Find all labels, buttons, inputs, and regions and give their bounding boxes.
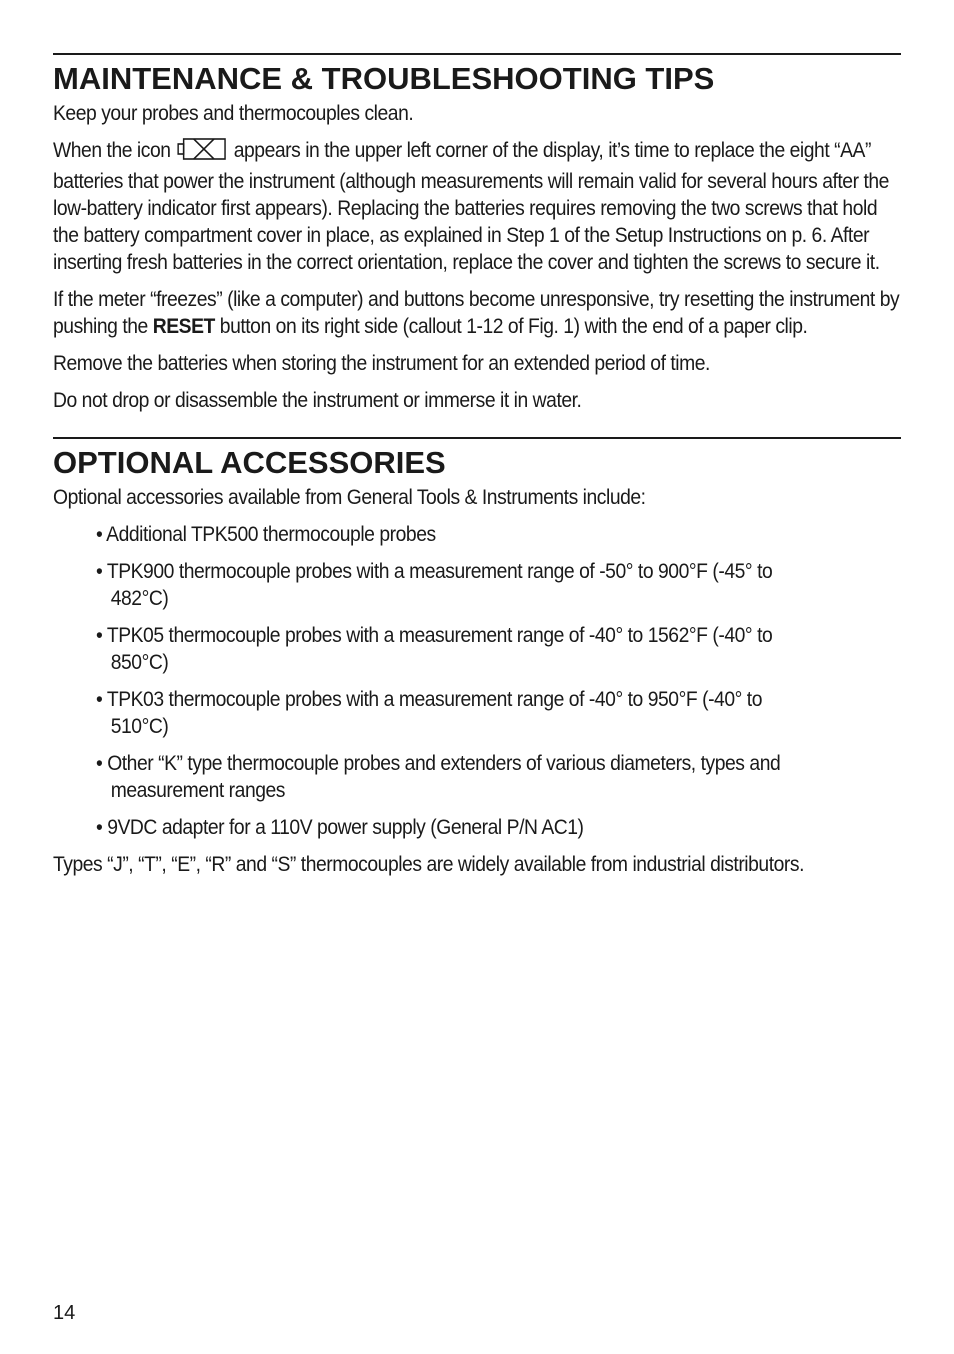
reset-text-end: button on its right side (callout 1-12 of Fig. 1) with the end of a paper clip. <box>219 315 808 338</box>
accessories-heading: OPTIONAL ACCESSORIES <box>53 445 446 480</box>
accessories-section <box>53 437 901 878</box>
list-item: • Other “K” type thermocouple probes and extenders of various diameters, types and measurement ranges <box>96 752 781 802</box>
battery-text-end: appears in the upper left corner of the display, it’s time to replace the eight “AA” batteries that power the instrument (although measurements will remain valid for several hours after the low-battery indicator first appears). Replacing the batteries requires removing the two screws that hold the battery compartment cover in place, as explained in Step 1 of the Setup Instructions on p. 6. After inserting fresh batteries in the correct orientation, replace the cover and tighten the screws to secure it. <box>53 139 889 274</box>
list-item: • TPK05 thermocouple probes with a measurement range of -40° to 1562°F (-40° to 850°C) <box>96 624 773 674</box>
page-content <box>53 53 901 888</box>
section-divider <box>53 437 901 439</box>
paragraph-battery-replacement <box>53 137 899 276</box>
low-battery-icon <box>177 137 227 168</box>
paragraph-reset <box>53 286 903 340</box>
paragraph-clean-probes: Keep your probes and thermocouples clean. <box>53 102 414 125</box>
accessories-intro: Optional accessories available from General Tools & Instruments include: <box>53 486 646 509</box>
list-item: • 9VDC adapter for a 110V power supply (General P/N AC1) <box>96 816 584 839</box>
maintenance-section <box>53 53 901 414</box>
battery-text-start: When the icon <box>53 139 171 162</box>
list-item: • Additional TPK500 thermocouple probes <box>96 523 436 546</box>
accessories-list <box>53 521 901 841</box>
list-item: • TPK900 thermocouple probes with a measurement range of -50° to 900°F (-45° to 482°C) <box>96 560 773 610</box>
accessories-closing: Types “J”, “T”, “E”, “R” and “S” thermocouples are widely available from industrial distributors. <box>53 853 804 876</box>
reset-label: RESET <box>152 315 215 338</box>
list-item: • TPK03 thermocouple probes with a measurement range of -40° to 950°F (-40° to 510°C) <box>96 688 762 738</box>
maintenance-heading: MAINTENANCE & TROUBLESHOOTING TIPS <box>53 61 715 96</box>
reset-text-start: If the meter “freezes” (like a computer) and buttons become unresponsive, try resetting the instrument by pushing the <box>53 288 900 338</box>
paragraph-remove-batteries: Remove the batteries when storing the instrument for an extended period of time. <box>53 352 710 375</box>
section-divider <box>53 53 901 55</box>
page-number: 14 <box>53 1302 76 1324</box>
paragraph-do-not-drop: Do not drop or disassemble the instrument or immerse it in water. <box>53 389 582 412</box>
